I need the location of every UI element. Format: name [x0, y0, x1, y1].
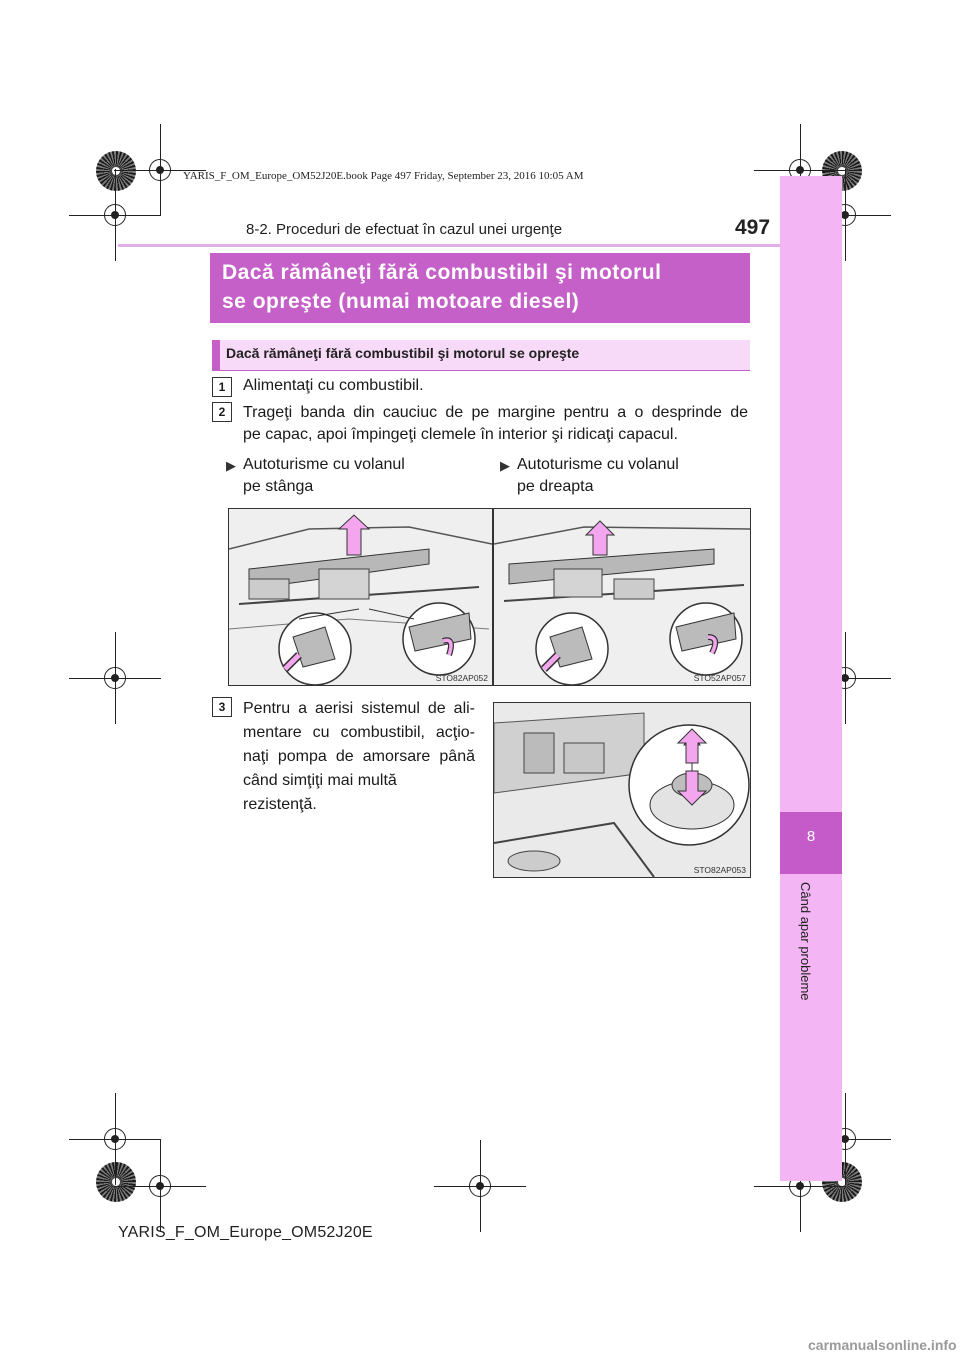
step-text-line: mentare cu combustibil, acţio-	[243, 724, 475, 741]
step-text-line: Pentru a aerisi sistemul de ali-	[243, 700, 475, 717]
section-title	[222, 258, 752, 316]
chapter-tab	[780, 176, 842, 1181]
variant-line: Autoturisme cu volanul	[517, 456, 679, 473]
chapter-number: 8	[806, 828, 816, 845]
figure-right-hand-drive	[493, 508, 751, 686]
step-text	[243, 402, 748, 446]
figure-code: STO52AP057	[693, 673, 746, 683]
figure-left-hand-drive	[228, 508, 493, 686]
section-title-line: se opreşte (numai motoare diesel)	[222, 290, 580, 313]
variant-label-right	[517, 454, 679, 498]
figure-code: STO82AP052	[435, 673, 488, 683]
header-rule	[118, 244, 780, 247]
step-number: 1	[212, 377, 232, 397]
subsection-bar	[212, 340, 220, 370]
variant-label-left	[243, 454, 405, 498]
subsection-rule	[212, 370, 750, 371]
bullet-triangle-icon: ▶	[226, 458, 236, 473]
variant-line: pe dreapta	[517, 478, 594, 495]
bullet-triangle-icon: ▶	[500, 458, 510, 473]
step-text-line: când simţiţi mai multă rezistenţă.	[243, 772, 397, 813]
figure-priming-pump	[493, 702, 751, 878]
registration-disc	[96, 1162, 136, 1202]
figure-code: STO82AP053	[693, 865, 746, 875]
step-text: Alimentaţi cu combustibil.	[243, 377, 424, 394]
book-info: YARIS_F_OM_Europe_OM52J20E.book Page 497 Friday, September 23, 2016 10:05 AM	[183, 170, 584, 182]
chapter-label: Când apar probleme	[798, 882, 813, 1001]
step-text-line: Trageţi banda din cauciuc de pe margine pentru a o desprinde de	[243, 404, 748, 421]
step-number: 2	[212, 402, 232, 422]
document-footer: YARIS_F_OM_Europe_OM52J20E	[118, 1224, 373, 1241]
section-title-line: Dacă rămâneţi fără combustibil şi motorul	[222, 261, 662, 284]
variant-line: Autoturisme cu volanul	[243, 456, 405, 473]
engine-cover-illustration	[229, 509, 492, 685]
variant-line: pe stânga	[243, 478, 314, 495]
subsection-title: Dacă rămâneţi fără combustibil şi motorul se opreşte	[226, 345, 580, 361]
step-number: 3	[212, 697, 232, 717]
engine-cover-illustration	[494, 509, 750, 685]
step-text-line: naţi pompa de amorsare până	[243, 748, 475, 765]
step-text-line: pe capac, apoi împingeţi clemele în interior şi ridicaţi capacul.	[243, 426, 678, 443]
chapter-title: 8-2. Proceduri de efectuat în cazul unei urgenţe	[246, 221, 563, 238]
priming-pump-illustration	[494, 703, 750, 877]
watermark: carmanualsonline.info	[808, 1337, 957, 1353]
page-number: 497	[735, 216, 771, 239]
registration-disc	[96, 151, 136, 191]
step-text	[243, 697, 475, 817]
